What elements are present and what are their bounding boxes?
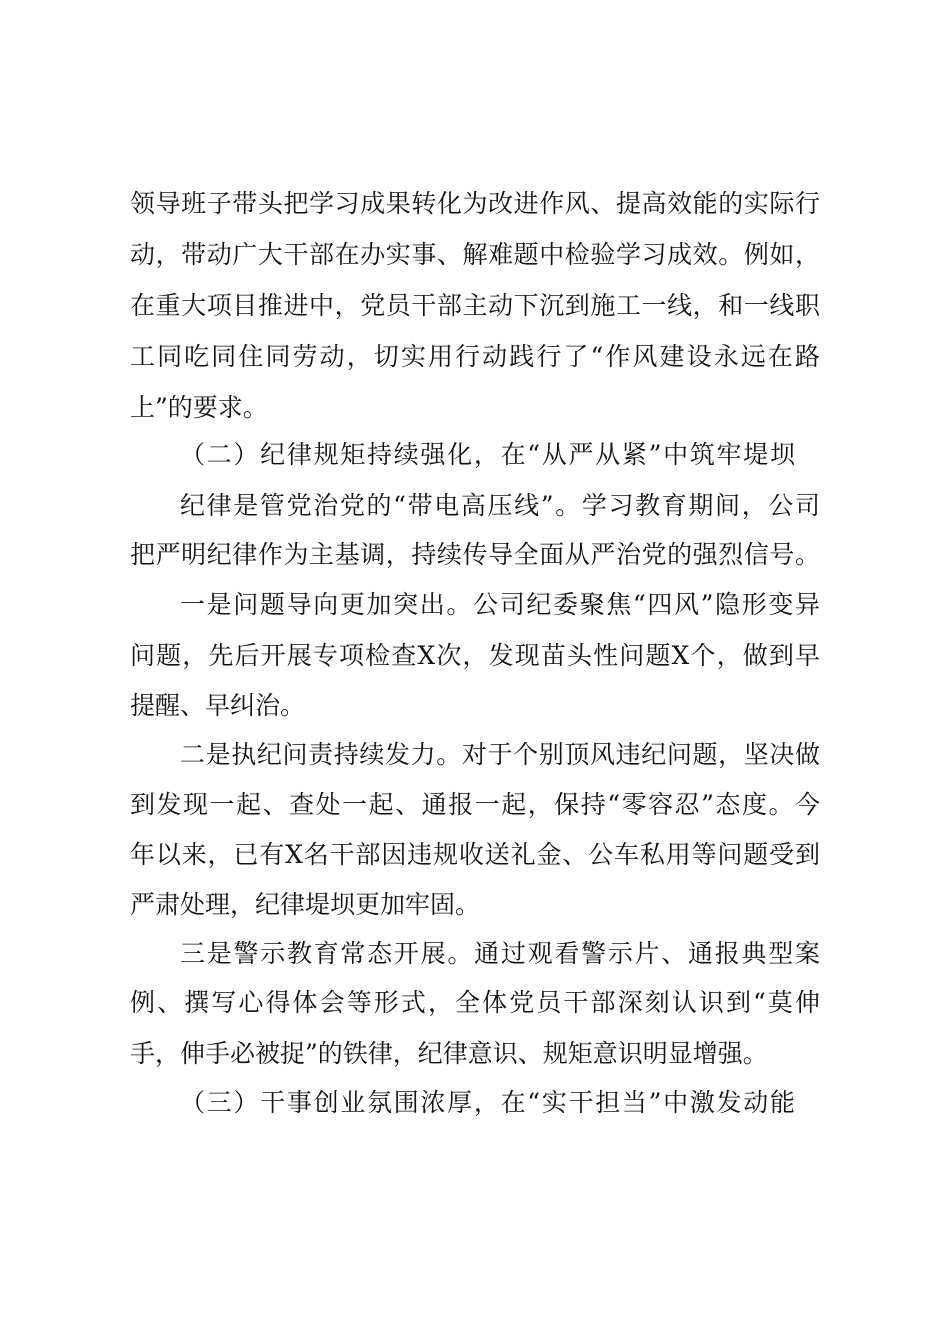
paragraph-line: 工同吃同住同劳动，切实用行动践行了“作风建设永远在路 — [130, 342, 820, 371]
section-heading: （二）纪律规矩持续强化，在“从严从紧”中筑牢堤坝 — [180, 440, 795, 469]
paragraph-line: 把严明纪律作为主基调，持续传导全面从严治党的强烈信号。 — [130, 540, 820, 569]
paragraph-line: 到发现一起、查处一起、通报一起，保持“零容忍”态度。今 — [130, 790, 820, 819]
paragraph-line: 例、撰写心得体会等形式，全体党员干部深刻认识到“莫伸 — [130, 988, 820, 1017]
paragraph-line: 上”的要求。 — [130, 393, 268, 422]
paragraph-line: 纪律是管党治党的“带电高压线”。学习教育期间，公司 — [180, 491, 820, 520]
paragraph-line: 手，伸手必被捉”的铁律，纪律意识、规矩意识明显增强。 — [130, 1039, 768, 1068]
paragraph-line: 三是警示教育常态开展。通过观看警示片、通报典型案 — [180, 939, 820, 968]
paragraph-line: 提醒、早纠治。 — [130, 691, 306, 720]
section-heading: （三）干事创业氛围浓厚，在“实干担当”中激发动能 — [180, 1088, 795, 1117]
paragraph-line: 二是执纪问责持续发力。对于个别顶风违纪问题，坚决做 — [180, 740, 820, 769]
paragraph-line: 问题，先后开展专项检查X次，发现苗头性问题X个，做到早 — [130, 641, 820, 670]
paragraph-line: 一是问题导向更加突出。公司纪委聚焦“四风”隐形变异 — [180, 590, 820, 619]
paragraph-line: 领导班子带头把学习成果转化为改进作风、提高效能的实际行 — [130, 189, 820, 218]
paragraph-line: 严肃处理，纪律堤坝更加牢固。 — [130, 890, 481, 919]
paragraph-line: 在重大项目推进中，党员干部主动下沉到施工一线，和一线职 — [130, 291, 820, 320]
paragraph-line: 年以来，已有X名干部因违规收送礼金、公车私用等问题受到 — [130, 840, 820, 869]
paragraph-line: 动，带动广大干部在办实事、解难题中检验学习成效。例如， — [130, 240, 820, 269]
